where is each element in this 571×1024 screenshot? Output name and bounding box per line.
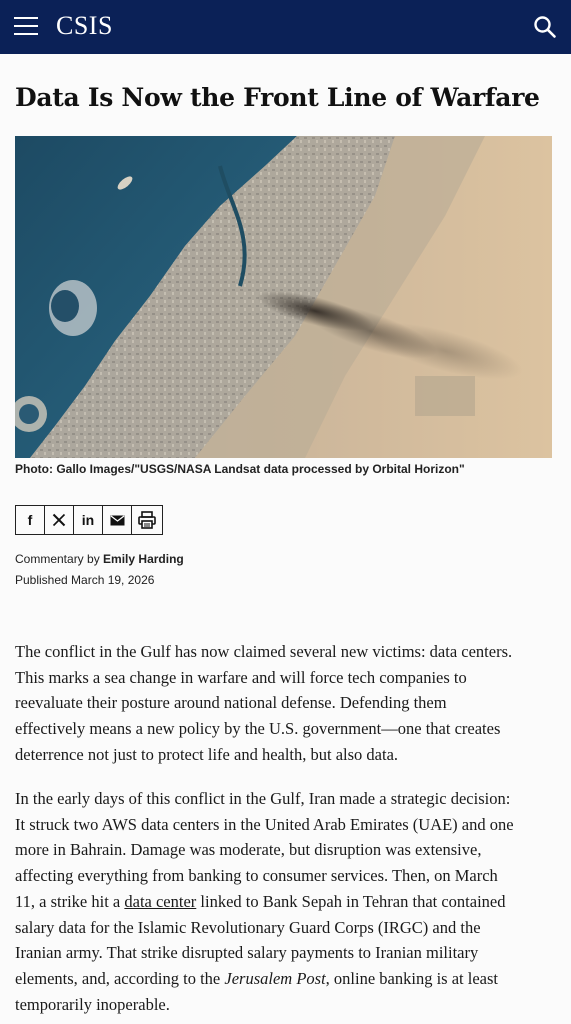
text-run: , online banking is at least: [325, 968, 498, 988]
paragraph-line: salary data for the Islamic Revolutionary Guard Corps (IRGC) and the: [15, 917, 481, 937]
data-center-link[interactable]: data center: [124, 891, 197, 911]
paragraph-line: It struck two AWS data centers in the United Arab Emirates (UAE) and one: [15, 814, 514, 834]
paragraph-line: [15, 889, 560, 915]
paragraph-line: affecting everything from banking to consumer services. Then, on March: [15, 866, 498, 886]
publish-date: Published March 19, 2026: [15, 573, 155, 587]
author-link[interactable]: Emily Harding: [103, 552, 184, 566]
text-run: elements, and, according to the: [15, 968, 225, 988]
paragraph-line: Iranian army. That strike disrupted salary payments to Iranian military: [15, 943, 479, 963]
publication-name: Jerusalem Post: [224, 968, 326, 988]
paragraph-line: [15, 966, 560, 992]
paragraph: [15, 786, 560, 1017]
print-button[interactable]: [132, 506, 162, 534]
paragraph-line: The conflict in the Gulf has now claimed several new victims: data centers.: [15, 642, 513, 661]
linkedin-share-button[interactable]: [74, 506, 103, 534]
facebook-share-button[interactable]: [16, 506, 45, 534]
text-run: linked to Bank Sepah in Tehran that contained: [196, 891, 506, 911]
linkedin-icon: in: [81, 512, 95, 528]
paragraph-line: This marks a sea change in warfare and will force tech companies to: [15, 667, 467, 687]
share-bar: [15, 505, 163, 535]
print-icon: [138, 511, 156, 529]
image-caption: Photo: Gallo Images/"USGS/NASA Landsat data processed by Orbital Horizon": [15, 462, 465, 476]
satellite-image: [15, 136, 552, 458]
paragraph-line: more in Bahrain. Damage was moderate, but disruption was extensive,: [15, 840, 482, 860]
article-title: Data Is Now the Front Line of Warfare: [15, 83, 540, 112]
email-icon: [110, 515, 125, 526]
paragraph: [15, 639, 560, 768]
byline-prefix: Commentary by: [15, 552, 100, 566]
x-icon: [52, 513, 66, 527]
text-run: 11, a strike hit a: [15, 891, 125, 911]
paragraph-line: In the early days of this conflict in the Gulf, Iran made a strategic decision:: [15, 789, 511, 808]
byline: [15, 552, 184, 566]
site-header: [0, 0, 571, 54]
paragraph-line: temporarily inoperable.: [15, 994, 170, 1014]
paragraph-line: reevaluate their posture around national defense. Defending them: [15, 693, 447, 713]
hamburger-icon[interactable]: [14, 15, 38, 37]
facebook-icon: f: [27, 512, 33, 528]
email-share-button[interactable]: [103, 506, 132, 534]
site-logo[interactable]: CSIS: [56, 11, 113, 40]
search-icon[interactable]: [533, 15, 557, 39]
paragraph-line: effectively means a new policy by the U.S. government—one that creates: [15, 719, 501, 739]
x-share-button[interactable]: [45, 506, 74, 534]
paragraph-line: deterrence not just to protect life and health, but also data.: [15, 744, 399, 764]
